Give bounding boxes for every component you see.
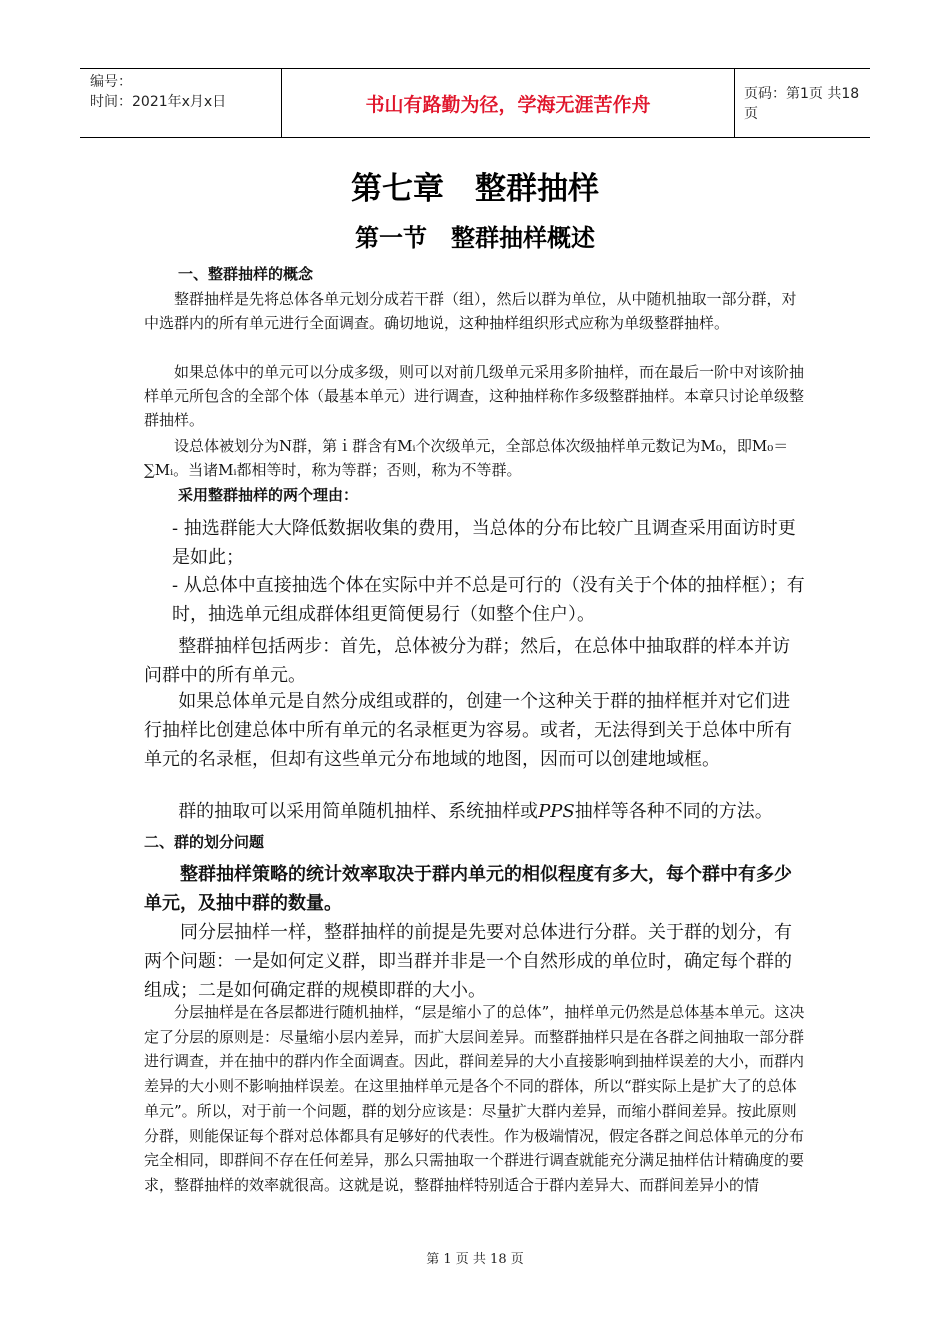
paragraph-comparison: 分层抽样是在各层都进行随机抽样，“层是缩小了的总体”，抽样单元仍然是总体基本单元。这决定了分层的原则是：尽量缩小层内差异，而扩大层间差异。而整群抽样只是在各群之间抽取一部分群进行调查，并在抽中的群内作全面调查。因此，群间差异的大小直接影响到抽样误差的大小，而群内差异的大小则不影响抽样误差。在这里抽样单元是各个不同的群体，所以“群实际上是扩大了的总体单元”。所以，对于前一个问题，群的划分应该是：尽量扩大群内差异，而缩小群间差异。按此原则分群，则能保证每个群对总体都具有足够好的代表性。作为极端情况，假定各群之间总体单元的分布完全相同，即群间不存在任何差异，那么只需抽取一个群进行调查就能充分满足抽样估计精确度的要求，整群抽样的效率就很高。这就是说，整群抽样特别适合于群内差异大、而群间差异小的情 bbox=[144, 1003, 805, 1194]
paragraph-notation: 设总体被划分为N群，第ｉ群含有Mᵢ个次级单元，全部总体次级抽样单元数记为M₀，即M₀＝∑Mᵢ。当诸Mᵢ都相等时，称为等群；否则，称为不等群。 bbox=[144, 437, 789, 479]
page-header bbox=[80, 68, 870, 138]
header-motto: 书山有路勤为径，学海无涯苦作舟 bbox=[282, 69, 735, 137]
paragraph-frame: 如果总体单元是自然分成组或群的，创建一个这种关于群的抽样框并对它们进行抽样比创建总体中所有单元的名录框更为容易。或者，无法得到关于总体中所有单元的名录框，但却有这些单元分布地域的地图，因而可以创建地域框。 bbox=[144, 691, 792, 770]
bullet-cost: - 抽选群能大大降低数据收集的费用，当总体的分布比较广且调查采用面访时更是如此； bbox=[172, 518, 796, 568]
chapter-title: 第七章 整群抽样 bbox=[351, 171, 599, 207]
pps-term: PPS bbox=[538, 801, 575, 822]
header-meta-cell bbox=[80, 69, 282, 137]
heading-cluster-division: 二、群的划分问题 bbox=[144, 833, 265, 851]
page-footer: 第 1 页 共 18 页 bbox=[426, 1252, 524, 1267]
bullet-frame: - 从总体中直接抽选个体在实际中并不总是可行的（没有关于个体的抽样框）；有时，抽选单元组成群体组更简便易行（如整个住户）。 bbox=[172, 575, 805, 625]
paragraph-definition: 整群抽样是先将总体各单元划分成若干群（组），然后以群为单位，从中随机抽取一部分群，对中选群内的所有单元进行全面调查。确切地说，这种抽样组织形式应称为单级整群抽样。 bbox=[144, 290, 797, 332]
paragraph-two-steps: 整群抽样包括两步：首先，总体被分为群；然后，在总体中抽取群的样本并访问群中的所有单元。 bbox=[144, 636, 791, 686]
paragraph-methods bbox=[144, 797, 808, 826]
time-label: 时间：2021年x月x日 bbox=[90, 94, 227, 110]
heading-reasons: 采用整群抽样的两个理由： bbox=[178, 486, 359, 504]
methods-text: 群的抽取可以采用简单随机抽样、系统抽样或 bbox=[178, 801, 539, 822]
paragraph-multistage: 如果总体中的单元可以分成多级，则可以对前几级单元采用多阶抽样，而在最后一阶中对该阶抽样单元所包含的全部个体（最基本单元）进行调查，这种抽样称作多级整群抽样。本章只讨论单级整群抽样。 bbox=[144, 363, 805, 429]
section-title: 第一节 整群抽样概述 bbox=[355, 224, 595, 252]
methods-text-end: 抽样等各种不同的方法。 bbox=[574, 801, 773, 822]
heading-concept: 一、整群抽样的概念 bbox=[178, 265, 314, 283]
paragraph-division: 同分层抽样一样，整群抽样的前提是先要对总体进行分群。关于群的划分，有两个问题：一是如何定义群，即当群并非是一个自然形成的单位时，确定每个群的组成；二是如何确定群的规模即群的大小。 bbox=[144, 922, 792, 1001]
paragraph-efficiency: 整群抽样策略的统计效率取决于群内单元的相似程度有多大，每个群中有多少单元，及抽中群的数量。 bbox=[144, 864, 792, 914]
header-page-info: 页码：第1页 共18页 bbox=[744, 86, 860, 122]
number-label: 编号： bbox=[90, 74, 132, 90]
